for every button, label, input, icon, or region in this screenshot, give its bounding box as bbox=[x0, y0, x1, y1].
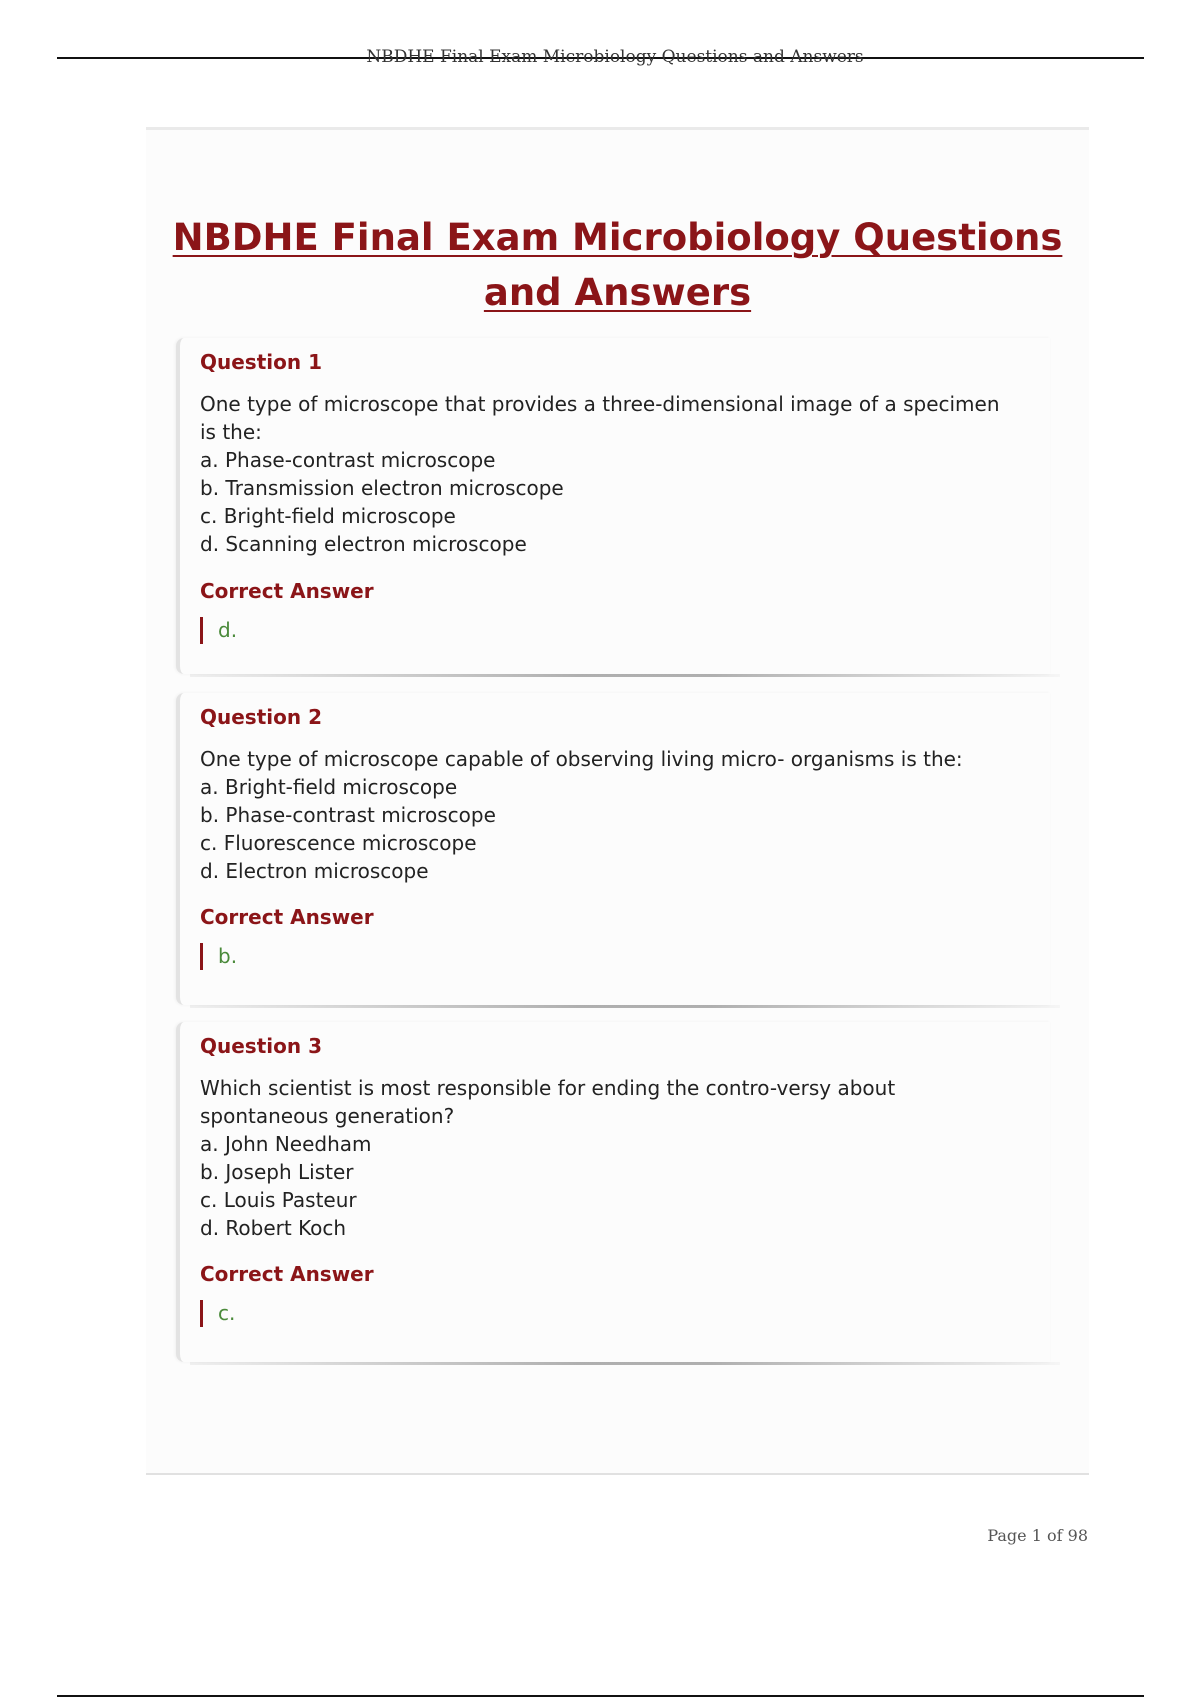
question-card bbox=[176, 1022, 1050, 1362]
question-card bbox=[176, 338, 1050, 674]
correct-answer-heading: Correct Answer bbox=[200, 1262, 374, 1286]
option-d: d. Electron microscope bbox=[200, 859, 429, 883]
correct-answer-heading: Correct Answer bbox=[200, 579, 374, 603]
correct-answer: c. bbox=[200, 1300, 235, 1327]
footer-rule bbox=[57, 1695, 1144, 1697]
option-d: d. Scanning electron microscope bbox=[200, 532, 527, 556]
question-body bbox=[200, 1074, 1020, 1242]
correct-answer: b. bbox=[200, 943, 237, 970]
option-c: c. Fluorescence microscope bbox=[200, 831, 477, 855]
option-d: d. Robert Koch bbox=[200, 1216, 347, 1240]
question-heading: Question 1 bbox=[200, 350, 322, 374]
question-text: One type of microscope that provides a three-dimensional image of a specimen is the: bbox=[200, 392, 1000, 444]
correct-answer: d. bbox=[200, 617, 237, 644]
document-title: NBDHE Final Exam Microbiology Questions and Answers bbox=[172, 216, 1063, 314]
option-b: b. Phase-contrast microscope bbox=[200, 803, 496, 827]
question-text: Which scientist is most responsible for ending the contro-versy about spontaneous generation? bbox=[200, 1076, 896, 1128]
page-number: Page 1 of 98 bbox=[987, 1526, 1088, 1545]
option-a: a. Phase-contrast microscope bbox=[200, 448, 496, 472]
question-card bbox=[176, 693, 1050, 1005]
question-text: One type of microscope capable of observing living micro- organisms is the: bbox=[200, 747, 963, 771]
running-header: NBDHE Final Exam Microbiology Questions and Answers bbox=[366, 47, 864, 67]
correct-answer-heading: Correct Answer bbox=[200, 905, 374, 929]
option-b: b. Transmission electron microscope bbox=[200, 476, 564, 500]
question-heading: Question 2 bbox=[200, 705, 322, 729]
option-b: b. Joseph Lister bbox=[200, 1160, 354, 1184]
option-a: a. Bright-field microscope bbox=[200, 775, 458, 799]
page-content bbox=[146, 127, 1089, 1475]
question-body bbox=[200, 390, 1020, 558]
option-a: a. John Needham bbox=[200, 1132, 372, 1156]
option-c: c. Louis Pasteur bbox=[200, 1188, 357, 1212]
question-heading: Question 3 bbox=[200, 1034, 322, 1058]
option-c: c. Bright-field microscope bbox=[200, 504, 456, 528]
question-body bbox=[200, 745, 1020, 885]
